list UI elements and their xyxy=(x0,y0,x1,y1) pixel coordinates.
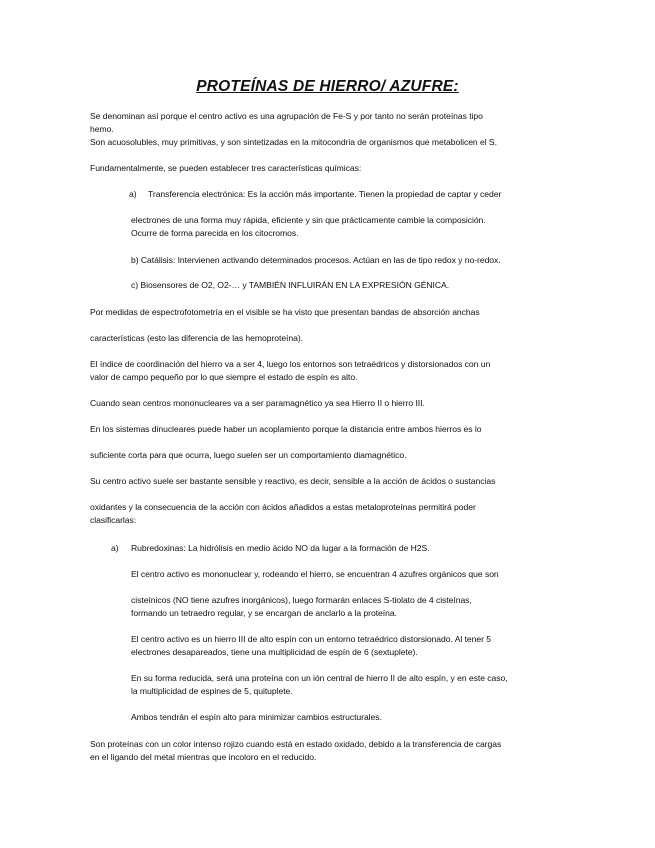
paragraph-line: Fundamentalmente, se pueden establecer tres características químicas: xyxy=(90,163,362,173)
paragraph-line: El índice de coordinación del hierro va a ser 4, luego los entornos son tetraédricos y distorsionados con un xyxy=(90,359,491,369)
paragraph-line: Su centro activo suele ser bastante sensible y reactivo, es decir, sensible a la acción de ácidos o sustancias xyxy=(90,476,496,486)
paragraph-line: en el ligando del metal mientras que incoloro en el reducido. xyxy=(90,752,317,762)
list-item-text: formando un tetraedro regular, y se encargan de anclarlo a la proteína. xyxy=(131,608,397,618)
paragraph-line: Cuando sean centros mononucleares va a ser paramagnético ya sea Hierro II o hierro III. xyxy=(90,398,425,408)
paragraph-line: suficiente corta para que ocurra, luego suelen ser un comportamiento diamagnético. xyxy=(90,450,407,460)
list-item-text: Transferencia electrónica: Es la acción más importante. Tienen la propiedad de captar y ceder xyxy=(148,189,502,199)
list-item-text: En su forma reducida, será una proteína con un ión central de hierro II de alto espín, y en este caso, xyxy=(131,673,508,683)
paragraph-line: características (esto las diferencia de las hemoproteína). xyxy=(90,333,304,343)
paragraph-line: hemo. xyxy=(90,124,114,134)
paragraph-line: Por medidas de espectrofotometría en el visible se ha visto que presentan bandas de absorción anchas xyxy=(90,307,480,317)
paragraph-line: Son proteínas con un color intenso rojizo cuando está en estado oxidado, debido a la transferencia de cargas xyxy=(90,739,502,749)
list-item-text: El centro activo es un hierro III de alto espín con un entorno tetraédrico distorsionado. Al tener 5 xyxy=(131,634,491,644)
list-item-text: electrones desapareados, tiene una multiplicidad de espín de 6 (sextuplete). xyxy=(131,647,418,657)
document-title: PROTEÍNAS DE HIERRO/ AZUFRE: xyxy=(196,78,459,95)
list-item-text: electrones de una forma muy rápida, eficiente y sin que prácticamente cambie la composición. xyxy=(131,215,486,225)
paragraph-line: Son acuosolubles, muy primitivas, y son sintetizadas en la mitocondria de organismos que metabolicen el S. xyxy=(90,137,497,147)
list-item-text: b) Catálisis: Intervienen activando determinados procesos. Actúan en las de tipo redox y no-redox. xyxy=(131,255,501,265)
paragraph-line: oxidantes y la consecuencia de la acción con ácidos añadidos a estas metaloproteínas permitirá poder xyxy=(90,502,476,512)
list-item-text: Ocurre de forma parecida en los citocromos. xyxy=(131,228,299,238)
list-marker: a) xyxy=(111,543,119,553)
list-item-text: cisteínicos (NO tiene azufres inorgánicos), luego formarán enlaces S-tiolato de 4 cisteínas, xyxy=(131,595,472,605)
list-item-text: c) Biosensores de O2, O2-… y TAMBIÉN INFLUIRÁN EN LA EXPRESIÓN GÉNICA. xyxy=(131,280,450,290)
list-item-text: Rubredoxinas: La hidrólisis en medio ácido NO da lugar a la formación de H2S. xyxy=(131,543,430,553)
paragraph-line: clasificarlas: xyxy=(90,515,137,525)
list-marker: a) xyxy=(129,189,137,199)
list-item-text: Ambos tendrán el espín alto para minimizar cambios estructurales. xyxy=(131,712,382,722)
list-item-text: la multiplicidad de espines de 5, quituplete. xyxy=(131,686,293,696)
paragraph-line: Se denominan así porque el centro activo es una agrupación de Fe-S y por tanto no serán proteínas tipo xyxy=(90,111,483,121)
paragraph-line: En los sistemas dinucleares puede haber un acoplamiento porque la distancia entre ambos hierros es lo xyxy=(90,424,482,434)
paragraph-line: valor de campo pequeño por lo que siempre el estado de espín es alto. xyxy=(90,372,358,382)
list-item-text: El centro activo es mononuclear y, rodeando el hierro, se encuentran 4 azufres orgánicos que son xyxy=(131,569,499,579)
